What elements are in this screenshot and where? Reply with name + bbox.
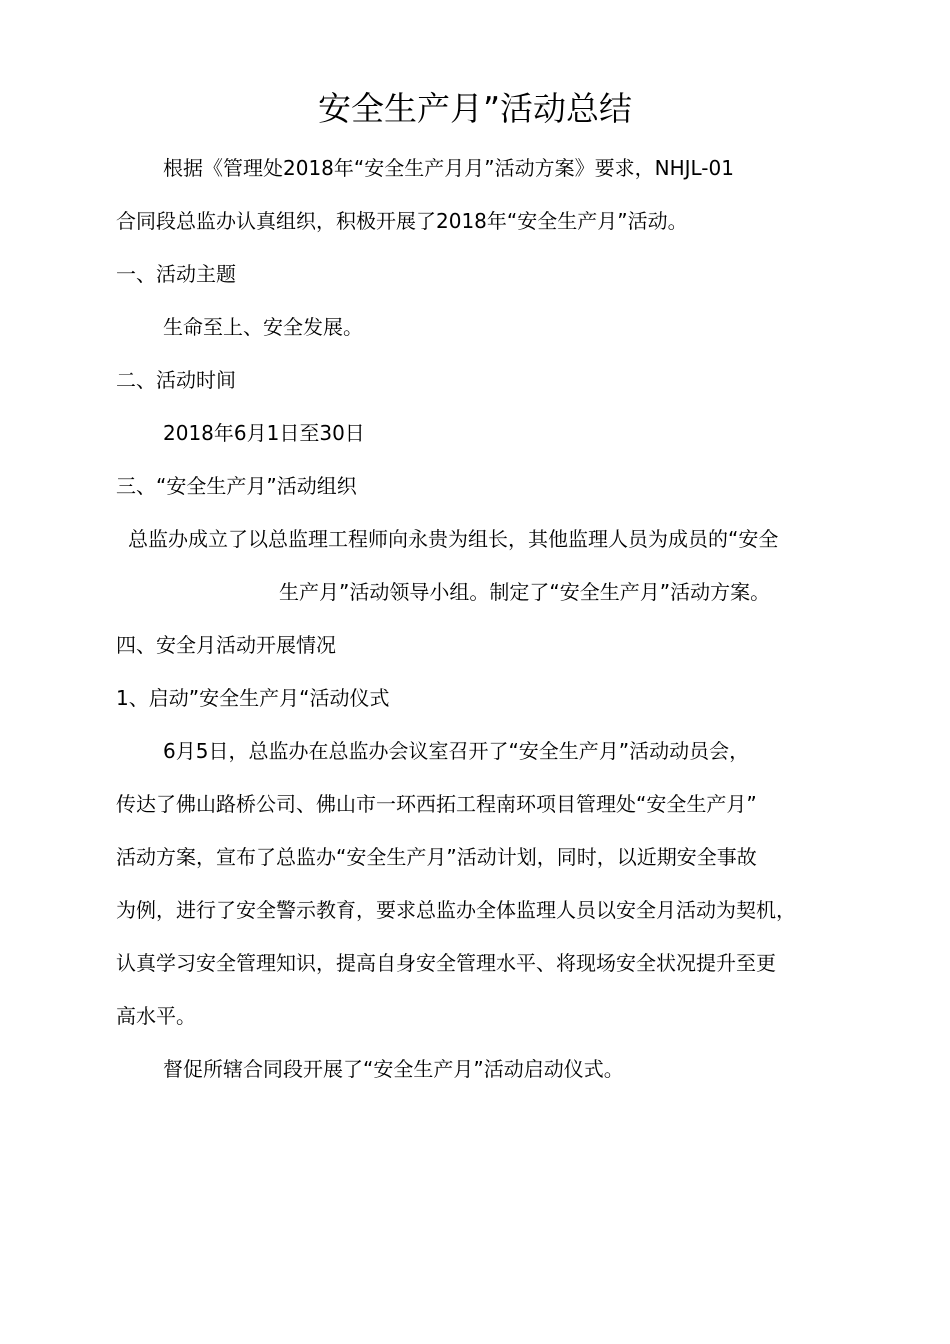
launch-text-line-6: 高水平。 [116,1004,196,1028]
launch-text-line-3: 活动方案，宣布了总监办“安全生产月”活动计划，同时，以近期安全事故 [116,845,757,869]
section-heading-theme: 一、活动主题 [116,262,236,286]
document-title: 安全生产月”活动总结 [317,89,633,128]
intro-line-1: 根据《管理处2018年“安全生产月月”活动方案》要求，NHJL-01 [163,156,734,180]
organization-text-line-1: 总监办成立了以总监理工程师向永贵为组长，其他监理人员为成员的“安全 [128,527,779,551]
section-heading-progress: 四、安全月活动开展情况 [116,633,336,657]
launch-text-line-1: 6月5日，总监办在总监办会议室召开了“安全生产月”活动动员会， [163,739,750,763]
theme-text: 生命至上、安全发展。 [163,315,363,339]
time-text: 2018年6月1日至30日 [163,421,365,445]
launch-ceremony-text: 督促所辖合同段开展了“安全生产月”活动启动仪式。 [163,1057,624,1081]
organization-text-line-2: 生产月”活动领导小组。制定了“安全生产月”活动方案。 [279,580,771,604]
section-heading-time: 二、活动时间 [116,368,236,392]
launch-text-line-2: 传达了佛山路桥公司、佛山市一环西拓工程南环项目管理处“安全生产月” [116,792,757,816]
intro-line-2: 合同段总监办认真组织，积极开展了2018年“安全生产月”活动。 [116,209,688,233]
launch-text-line-5: 认真学习安全管理知识，提高自身安全管理水平、将现场安全状况提升至更 [116,951,776,975]
launch-text-line-4: 为例，进行了安全警示教育，要求总监办全体监理人员以安全月活动为契机， [116,898,796,922]
section-heading-organization: 三、“安全生产月”活动组织 [116,474,357,498]
subsection-heading-launch: 1、启动”安全生产月“活动仪式 [116,686,390,710]
